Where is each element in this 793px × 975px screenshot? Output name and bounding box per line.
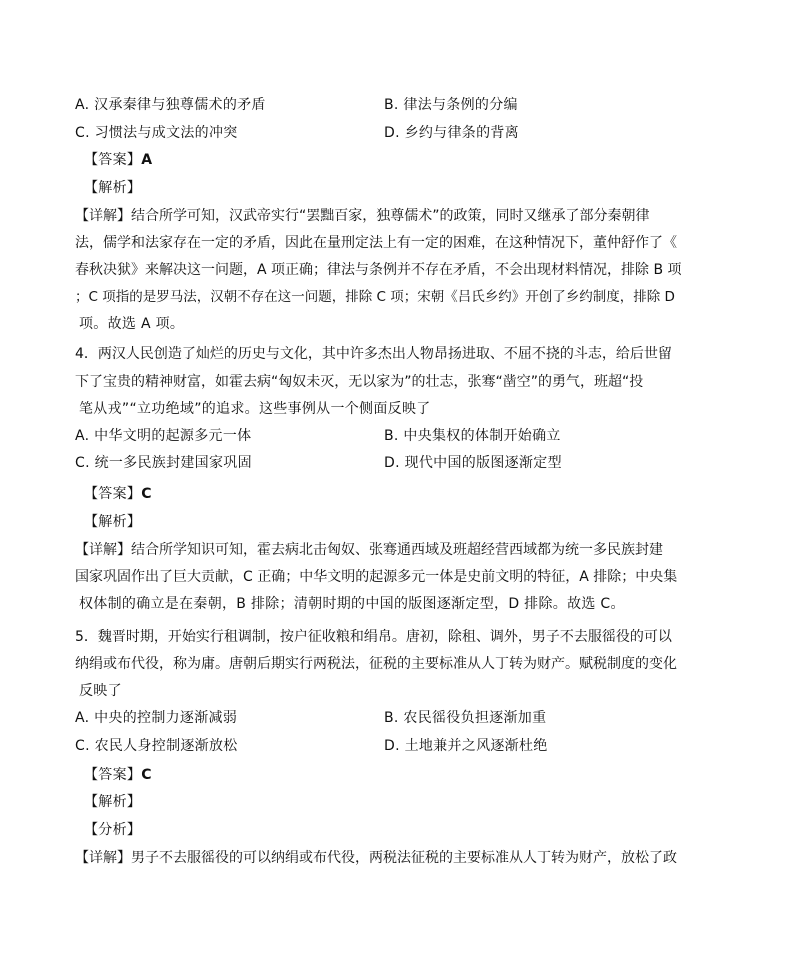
q5-detail-line-1: 【详解】男子不去服徭役的可以纳绢或布代役，两税法征税的主要标准从人丁转为财产，放松了政 xyxy=(75,850,677,866)
q5-option-a: A. 中央的控制力逐渐减弱 xyxy=(75,710,238,726)
q4-answer-value: C xyxy=(141,486,152,502)
q5-answer-label: 【答案】 xyxy=(84,767,142,783)
q4-stem-line-3: 笔从戎”“立功绝域”的追求。这些事例从一个侧面反映了 xyxy=(79,401,431,417)
q3-option-c: C. 习惯法与成文法的冲突 xyxy=(75,125,238,141)
q3-detail-line-3: 春秋决狱》来解决这一问题，A 项正确；律法与条例并不存在矛盾，不会出现材料情况，排除 B 项 xyxy=(75,262,682,278)
q3-detail-line-4: ；C 项指的是罗马法，汉朝不存在这一问题，排除 C 项；宋朝《吕氏乡约》开创了乡约制度，排除 D xyxy=(75,289,675,305)
q5-stem-line-3: 反映了 xyxy=(79,683,122,699)
q3-option-b: B. 律法与条例的分编 xyxy=(384,97,518,113)
q4-option-b: B. 中央集权的体制开始确立 xyxy=(384,428,561,444)
q3-answer xyxy=(84,150,152,170)
q4-detail-line-2: 国家巩固作出了巨大贡献，C 正确；中华文明的起源多元一体是史前文明的特征，A 排除；中央集 xyxy=(75,569,678,585)
q4-detail-line-1: 【详解】结合所学知识可知，霍去病北击匈奴、张骞通西域及班超经营西域都为统一多民族封建 xyxy=(75,542,663,558)
q5-answer xyxy=(84,765,152,785)
q3-answer-label: 【答案】 xyxy=(84,152,142,168)
q3-detail-line-5: 项。故选 A 项。 xyxy=(79,316,185,332)
q3-option-d: D. 乡约与律条的背离 xyxy=(384,125,519,141)
q3-detail-line-1: 【详解】结合所学可知，汉武帝实行“罢黜百家，独尊儒术”的政策，同时又继承了部分秦朝律 xyxy=(75,208,650,224)
q5-option-d: D. 土地兼并之风逐渐杜绝 xyxy=(384,738,548,754)
q4-answer-label: 【答案】 xyxy=(84,486,142,502)
q4-option-c: C. 统一多民族封建国家巩固 xyxy=(75,455,252,471)
q4-detail-line-3: 权体制的确立是在秦朝，B 排除；清朝时期的中国的版图逐渐定型，D 排除。故选 C。 xyxy=(79,596,625,612)
q5-commentary-label: 【分析】 xyxy=(84,822,142,838)
q5-option-c: C. 农民人身控制逐渐放松 xyxy=(75,738,238,754)
q5-analysis-label: 【解析】 xyxy=(84,794,142,810)
q3-detail-line-2: 法，儒学和法家存在一定的矛盾，因此在量刑定法上有一定的困难，在这种情况下，董仲舒作了《 xyxy=(75,235,677,251)
q4-answer xyxy=(84,484,152,504)
q5-option-b: B. 农民徭役负担逐渐加重 xyxy=(384,710,547,726)
q4-stem-line-1: 4．两汉人民创造了灿烂的历史与文化，其中许多杰出人物昂扬进取、不屈不挠的斗志，给后世留 xyxy=(75,346,672,362)
q3-answer-value: A xyxy=(141,152,153,168)
q5-stem-line-2: 纳绢或布代役，称为庸。唐朝后期实行两税法，征税的主要标准从人丁转为财产。赋税制度的变化 xyxy=(75,656,677,672)
q4-option-d: D. 现代中国的版图逐渐定型 xyxy=(384,455,562,471)
q4-stem-line-2: 下了宝贵的精神财富，如霍去病“匈奴未灭，无以家为”的壮志，张骞“凿空”的勇气，班超“投 xyxy=(75,374,644,390)
q5-stem-line-1: 5．魏晋时期，开始实行租调制，按户征收粮和绢帛。唐初，除租、调外，男子不去服徭役的可以 xyxy=(75,629,672,645)
q4-option-a: A. 中华文明的起源多元一体 xyxy=(75,428,252,444)
q4-analysis-label: 【解析】 xyxy=(84,514,142,530)
q3-option-a: A. 汉承秦律与独尊儒术的矛盾 xyxy=(75,97,266,113)
q3-analysis-label: 【解析】 xyxy=(84,180,142,196)
q5-answer-value: C xyxy=(141,767,152,783)
